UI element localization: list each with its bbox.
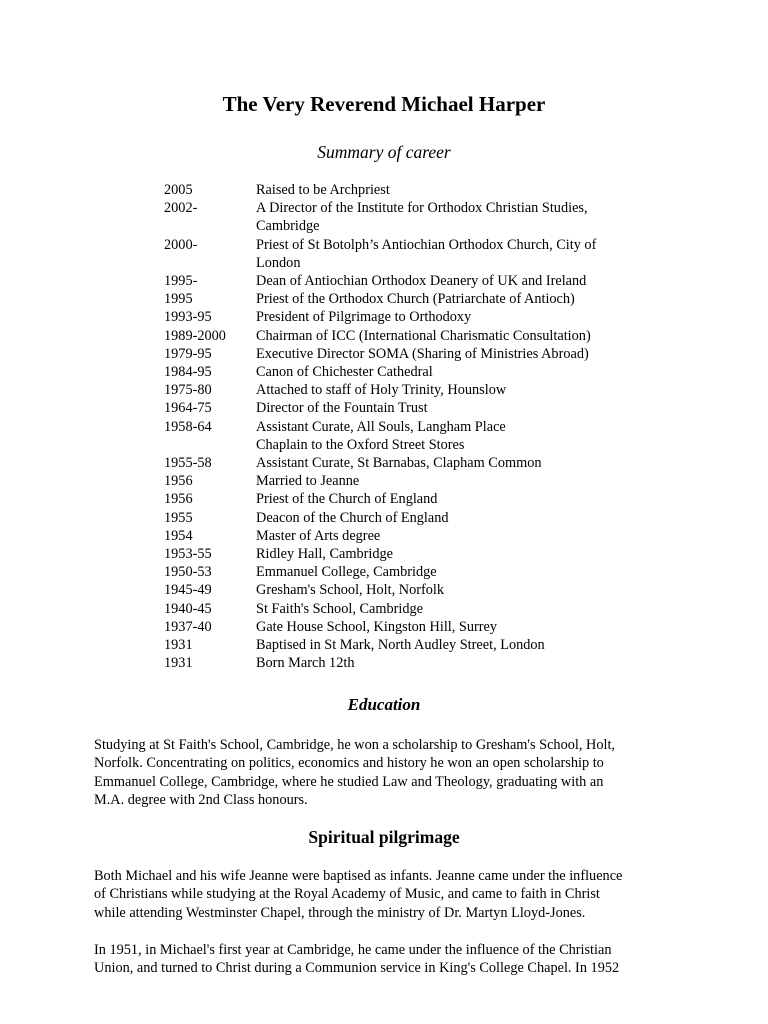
career-year: 1954 — [164, 527, 193, 544]
career-year: 1956 — [164, 491, 193, 508]
career-year: 1958-64 — [164, 418, 212, 435]
career-row — [164, 618, 644, 636]
career-desc: A Director of the Institute for Orthodox Christian Studies, Cambridge — [256, 200, 588, 235]
career-year: 1964-75 — [164, 400, 212, 417]
career-desc: Canon of Chichester Cathedral — [256, 364, 433, 381]
career-desc: Gate House School, Kingston Hill, Surrey — [256, 618, 498, 635]
career-desc: Attached to staff of Holy Trinity, Hounslow — [256, 382, 507, 399]
career-row — [164, 654, 644, 672]
career-row — [164, 399, 644, 417]
career-desc: Baptised in St Mark, North Audley Street, London — [256, 637, 545, 654]
spiritual-paragraph-2: In 1951, in Michael's first year at Cambridge, he came under the influence of the Christian Union, and turned to Christ during a Communion service in King's College Chapel. In 1952 — [94, 942, 620, 977]
career-desc: Priest of St Botolph’s Antiochian Orthodox Church, City of London — [256, 236, 597, 271]
career-desc: Gresham's School, Holt, Norfolk — [256, 582, 445, 599]
career-row — [164, 454, 644, 472]
career-row — [164, 381, 644, 399]
career-row — [164, 181, 644, 199]
career-row — [164, 199, 644, 235]
career-desc: Priest of the Church of England — [256, 491, 438, 508]
career-year: 1956 — [164, 473, 193, 490]
career-row — [164, 527, 644, 545]
career-row — [164, 509, 644, 527]
career-desc: Master of Arts degree — [256, 527, 381, 544]
career-desc: Executive Director SOMA (Sharing of Ministries Abroad) — [256, 345, 589, 362]
career-row — [164, 236, 644, 272]
career-row — [164, 600, 644, 618]
career-year: 1950-53 — [164, 564, 212, 581]
career-row — [164, 308, 644, 326]
document-title: The Very Reverend Michael Harper — [222, 92, 546, 116]
career-row — [164, 472, 644, 490]
spiritual-pilgrimage-heading: Spiritual pilgrimage — [308, 827, 460, 847]
career-year: 1989-2000 — [164, 327, 226, 344]
career-row — [164, 363, 644, 381]
career-year: 2000- — [164, 236, 198, 253]
career-desc: St Faith's School, Cambridge — [256, 600, 423, 617]
career-year: 1940-45 — [164, 600, 212, 617]
career-desc: Chairman of ICC (International Charismatic Consultation) — [256, 327, 591, 344]
career-row — [164, 581, 644, 599]
document-subtitle: Summary of career — [317, 142, 451, 162]
career-year: 1995- — [164, 273, 198, 290]
career-desc: Born March 12th — [256, 655, 355, 672]
career-year: 1984-95 — [164, 364, 212, 381]
career-year: 1931 — [164, 637, 193, 654]
career-year: 1993-95 — [164, 309, 212, 326]
career-year: 1955 — [164, 509, 193, 526]
career-year: 1979-95 — [164, 345, 212, 362]
career-desc: Assistant Curate, St Barnabas, Clapham Common — [256, 455, 542, 472]
career-row — [164, 290, 644, 308]
career-desc: Dean of Antiochian Orthodox Deanery of UK and Ireland — [256, 273, 587, 290]
career-desc: President of Pilgrimage to Orthodoxy — [256, 309, 472, 326]
career-year: 1995 — [164, 291, 193, 308]
career-list — [164, 181, 644, 672]
career-row — [164, 327, 644, 345]
education-paragraph: Studying at St Faith's School, Cambridge, he won a scholarship to Gresham's School, Holt, Norfolk. Concentrating on politics, economics and history he won an open scholarship to Emmanuel College, Cambridge, where he studied Law and Theology, graduating with an M.A. degree with 2nd Class honours. — [94, 737, 615, 808]
career-desc: Ridley Hall, Cambridge — [256, 546, 393, 563]
career-row — [164, 490, 644, 508]
career-desc: Assistant Curate, All Souls, Langham Place Chaplain to the Oxford Street Stores — [256, 418, 506, 453]
career-year: 1937-40 — [164, 618, 212, 635]
career-desc: Raised to be Archpriest — [256, 182, 390, 198]
career-desc: Married to Jeanne — [256, 473, 360, 490]
career-year: 1931 — [164, 655, 193, 672]
career-row — [164, 545, 644, 563]
career-year: 2002- — [164, 200, 198, 217]
career-year: 1953-55 — [164, 546, 212, 563]
career-desc: Priest of the Orthodox Church (Patriarchate of Antioch) — [256, 291, 575, 308]
career-desc: Deacon of the Church of England — [256, 509, 449, 526]
career-year: 1975-80 — [164, 382, 212, 399]
education-heading: Education — [347, 695, 421, 714]
spiritual-paragraph-1: Both Michael and his wife Jeanne were baptised as infants. Jeanne came under the influence of Christians while studying at the Royal Academy of Music, and came to faith in Christ while attending Westminster Chapel, through the ministry of Dr. Martyn Lloyd-Jones. — [94, 868, 623, 921]
career-row — [164, 636, 644, 654]
career-desc: Director of the Fountain Trust — [256, 400, 428, 417]
career-row — [164, 345, 644, 363]
career-row — [164, 563, 644, 581]
career-year: 1955-58 — [164, 455, 212, 472]
career-row — [164, 418, 644, 454]
career-desc: Emmanuel College, Cambridge — [256, 564, 437, 581]
career-year: 2005 — [164, 182, 193, 198]
career-row — [164, 272, 644, 290]
career-year: 1945-49 — [164, 582, 212, 599]
